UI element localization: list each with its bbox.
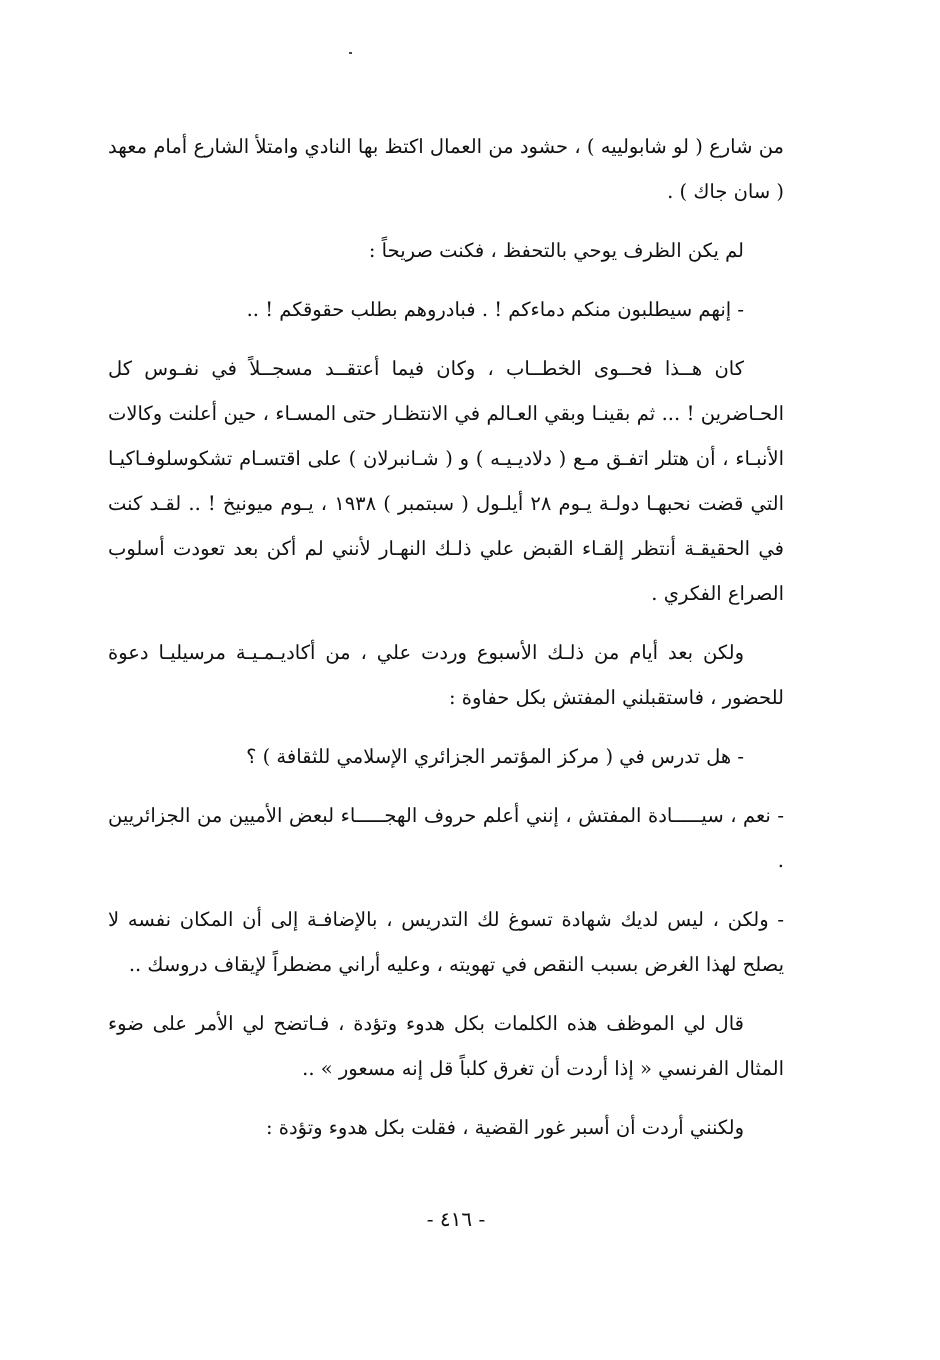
paragraph-7: - نعم ، سيـــــادة المفتش ، إنني أعلم حروف الهجـــــاء لبعض الأميين من الجزائريين .: [108, 804, 784, 872]
paragraph-10: ولكنني أردت أن أسبر غور القضية ، فقلت بكل هدوء وتؤدة :: [265, 1116, 744, 1139]
page-number: - ٤١٦ -: [426, 1207, 486, 1231]
paragraph-4: كان هــذا فحــوى الخطــاب ، وكان فيما أعتقــد مسجــلاً في نفـوس كل الحـاضرين ! ... ثم بقينـا وبقي العـالم في الانتظـار حتى المسـاء ، حين أعلنت وكالات الأنبـاء ، أن هتلر اتفـق مـع ( دلاديـيـه ) و ( شـانبرلان ) على اقتسـام تشكوسلوفـاكيـا التي قضت نحبهـا دولـة يـوم ٢٨ أيلـول ( سبتمبر ) ١٩٣٨ ، يـوم ميونيخ ! .. لقـد كنت في الحقيقـة أنتظر إلقـاء القبض علي ذلـك النهـار لأنني لم أكن بعد تعودت أسلوب الصراع الفكري .: [108, 357, 785, 605]
paragraph-6: - هل تدرس في ( مركز المؤتمر الجزائري الإسلامي للثقافة ) ؟: [246, 745, 744, 768]
paragraph-1: من شارع ( لو شابولييه ) ، حشود من العمال اكتظ بها النادي وامتلأ الشارع أمام معهد ( سان جاك ) .: [108, 135, 784, 203]
paragraph-9: قال لي الموظف هذه الكلمات بكل هدوء وتؤدة ، فـاتضح لي الأمر على ضوء المثال الفرنسي « إذا أردت أن تغرق كلباً قل إنه مسعور » ..: [108, 1012, 784, 1080]
paragraph-5: ولكن بعد أيام من ذلـك الأسبوع وردت علي ، من أكاديـمـيـة مرسيليـا دعوة للحضور ، فاستقبلني المفتش بكل حفاوة :: [108, 641, 784, 709]
paragraph-8: - ولكن ، ليس لديك شهادة تسوغ لك التدريس ، بالإضافـة إلى أن المكان نفسه لا يصلح لهذا الغرض بسبب النقص في تهويته ، وعليه أراني مضطراً لإيقاف دروسك ..: [108, 908, 784, 976]
page-speck: [349, 52, 352, 54]
page-body: [108, 124, 784, 1150]
paragraph-2: لم يكن الظرف يوحي بالتحفظ ، فكنت صريحاً :: [368, 239, 744, 262]
paragraph-3: - إنهم سيطلبون منكم دماءكم ! . فبادروهم بطلب حقوقكم ! ..: [246, 298, 744, 321]
